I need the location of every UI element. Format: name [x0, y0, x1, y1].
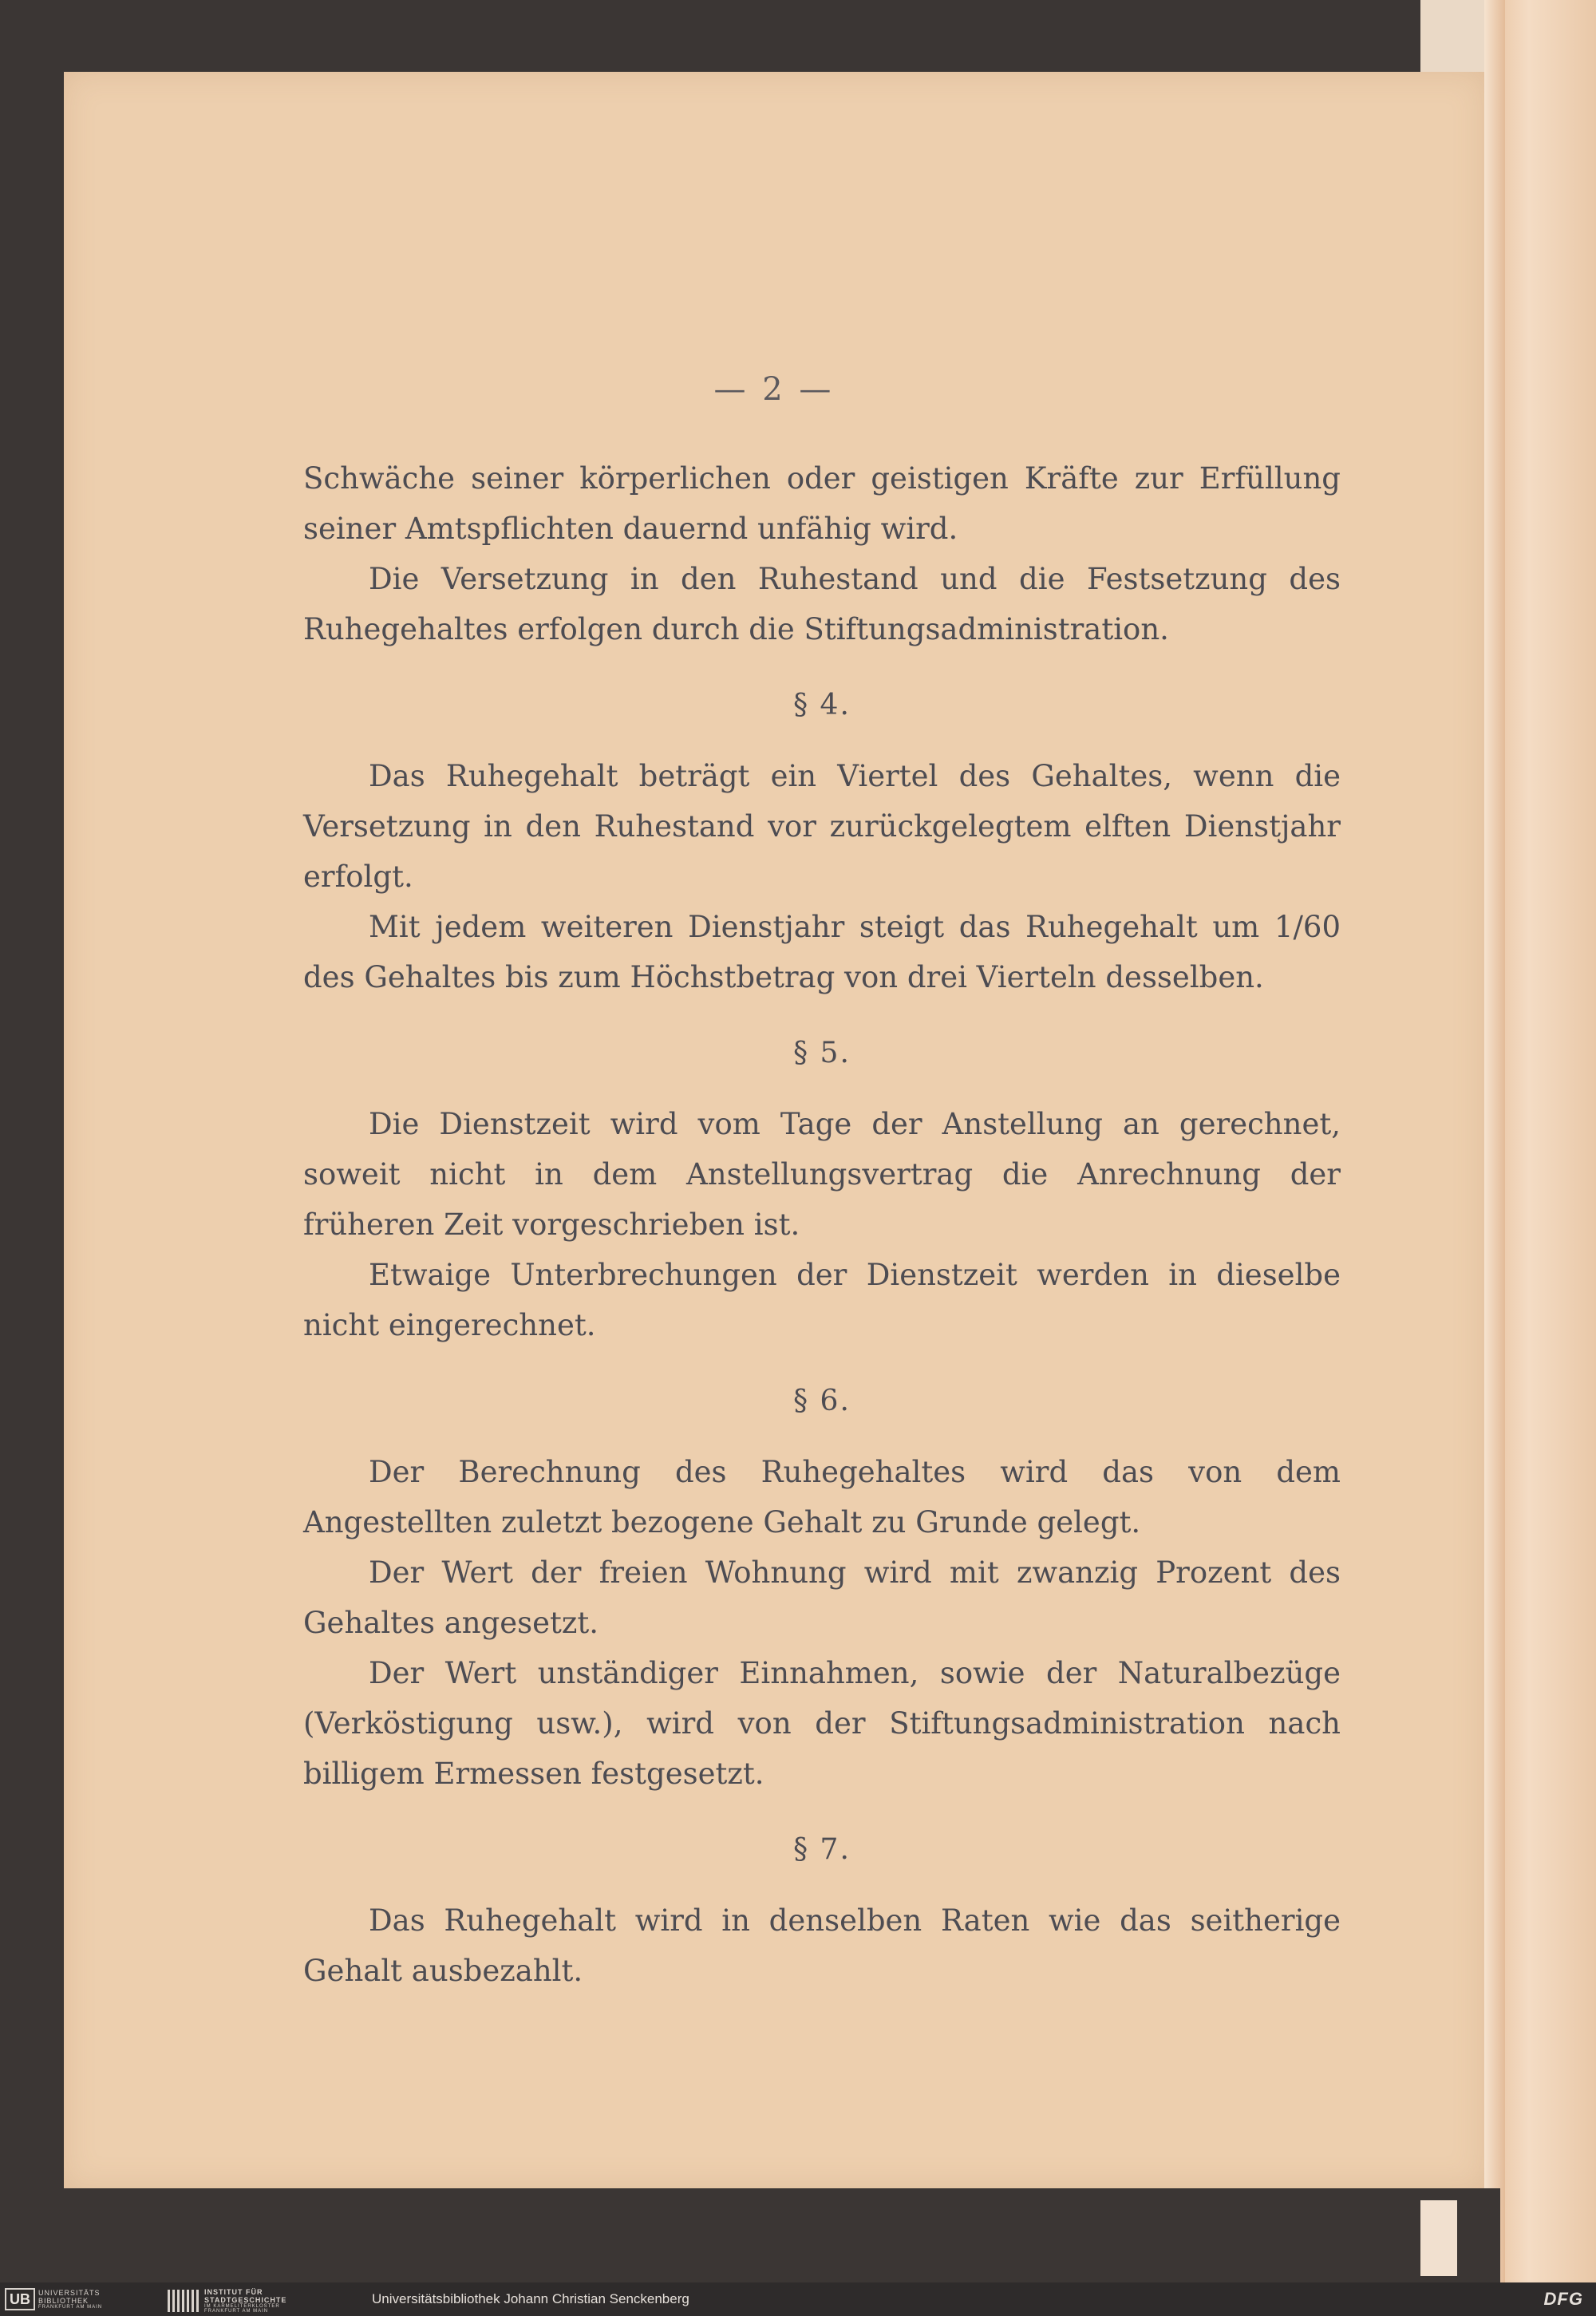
ub-logo-line: UNIVERSITÄTS — [38, 2288, 101, 2297]
paragraph: Die Dienstzeit wird vom Tage der Anstellung an gerechnet, soweit nicht in dem Anstellungsvertrag die Anrechnung der früheren Zeit vorgeschrieben ist. — [303, 1107, 1341, 1242]
paragraph: Die Versetzung in den Ruhestand und die Festsetzung des Ruhegehaltes erfolgen durch die Stiftungsadministration. — [303, 562, 1341, 646]
ub-logo-mark: UB — [5, 2288, 35, 2310]
paragraph: Das Ruhegehalt wird in denselben Raten wie das seitherige Gehalt ausbezahlt. — [303, 1903, 1341, 1988]
book-fold — [1484, 0, 1505, 2282]
section-heading: § 5. — [793, 1037, 851, 1069]
paragraph: Schwäche seiner körperlichen oder geistigen Kräfte zur Erfüllung seiner Amtspflichten dauernd unfähig wird. — [303, 461, 1341, 546]
page-number: — 2 — — [713, 371, 835, 408]
paragraph: Mit jedem weiteren Dienstjahr steigt das Ruhegehalt um 1/60 des Gehaltes bis zum Höchstbetrag von drei Vierteln desselben. — [303, 910, 1341, 994]
ub-logo-line: BIBLIOTHEK — [38, 2296, 89, 2305]
scan-book-edge — [1484, 0, 1596, 2282]
institute-logo-line: IM KARMELITERKLOSTER — [204, 2304, 280, 2309]
scan-border-bottom-right — [1420, 2188, 1500, 2282]
page-tab — [1420, 2200, 1457, 2276]
paragraph: Etwaige Unterbrechungen der Dienstzeit werden in dieselbe nicht eingerechnet. — [303, 1258, 1341, 1342]
paragraph: Das Ruhegehalt beträgt ein Viertel des Gehaltes, wenn die Versetzung in den Ruhestand vor zurückgelegtem elften Dienstjahr erfolgt. — [303, 759, 1341, 894]
institute-logo-line: FRANKFURT AM MAIN — [204, 2309, 269, 2314]
paragraph: Der Wert der freien Wohnung wird mit zwanzig Prozent des Gehaltes angesetzt. — [303, 1555, 1341, 1640]
institute-logo-text — [204, 2288, 286, 2314]
ub-logo[interactable] — [5, 2287, 102, 2311]
viewer-footer-bar — [0, 2282, 1596, 2316]
ub-logo-line: FRANKFURT AM MAIN — [38, 2304, 103, 2310]
section-heading: § 6. — [793, 1385, 851, 1417]
section-heading: § 4. — [793, 689, 851, 721]
library-name-link[interactable]: Universitätsbibliothek Johann Christian Senckenberg — [372, 2291, 689, 2306]
dfg-logo[interactable]: DFG — [1543, 2289, 1583, 2309]
institute-logo-icon — [168, 2290, 200, 2312]
institute-logo-line: STADTGESCHICHTE — [204, 2296, 287, 2304]
institute-logo[interactable] — [168, 2288, 286, 2314]
institute-logo-line: INSTITUT FÜR — [204, 2288, 263, 2296]
paragraph: Der Wert unständiger Einnahmen, sowie der Naturalbezüge (Verköstigung usw.), wird von der Stiftungsadministration nach billigem Ermessen festgesetzt. — [303, 1656, 1341, 1791]
paragraph: Der Berechnung des Ruhegehaltes wird das von dem Angestellten zuletzt bezogene Gehalt zu Grunde gelegt. — [303, 1455, 1341, 1539]
ub-logo-text — [38, 2289, 102, 2310]
page-body-text — [303, 453, 1341, 1996]
document-page — [64, 72, 1484, 2188]
section-heading: § 7. — [793, 1833, 851, 1866]
